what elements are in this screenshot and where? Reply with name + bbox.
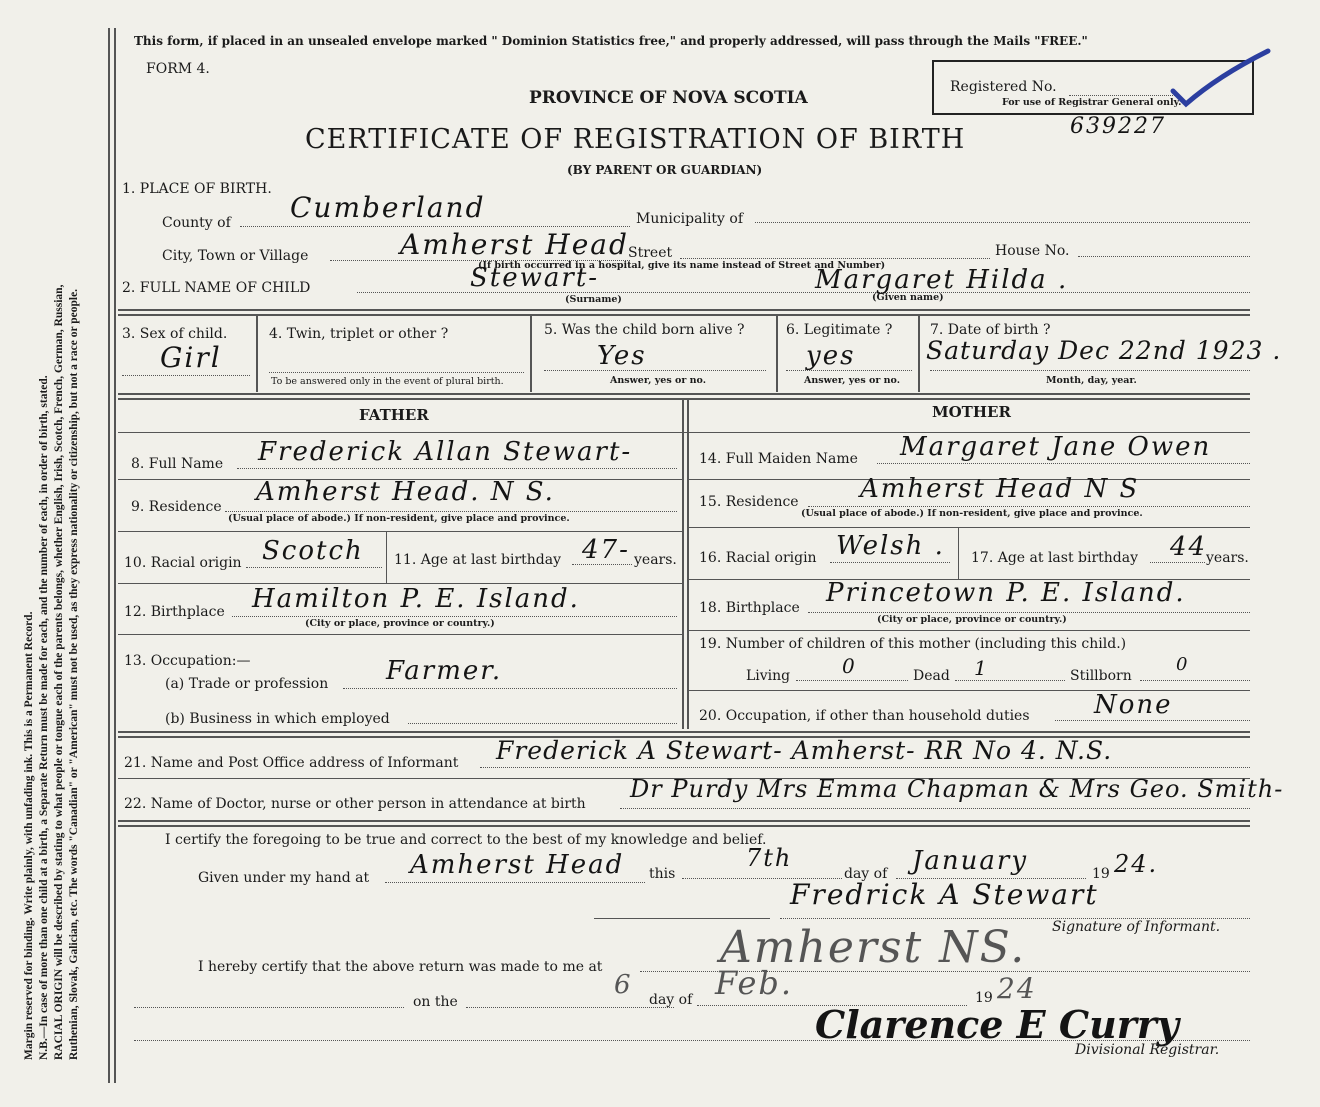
province-heading: PROVINCE OF NOVA SCOTIA bbox=[529, 88, 808, 108]
street-label: Street bbox=[628, 245, 673, 261]
mother-age-line bbox=[1150, 562, 1205, 563]
legitimate-value: yes bbox=[806, 341, 856, 371]
street-line bbox=[680, 258, 990, 259]
living-value: 0 bbox=[842, 654, 857, 678]
mother-age-label: 17. Age at last birthday bbox=[971, 550, 1139, 566]
rule-after-child-name bbox=[118, 309, 1250, 311]
mother-heading: MOTHER bbox=[932, 403, 1011, 421]
living-label: Living bbox=[746, 668, 791, 684]
divider-3-4 bbox=[256, 316, 258, 392]
divider-6-7 bbox=[918, 316, 920, 392]
father-residence-value: Amherst Head. N S. bbox=[256, 477, 555, 507]
father-name-line bbox=[237, 468, 677, 469]
stillborn-label: Stillborn bbox=[1070, 668, 1132, 684]
rule-after-parents bbox=[118, 731, 1250, 733]
sex-value: Girl bbox=[160, 341, 222, 374]
registrar-lead-line bbox=[134, 1007, 404, 1008]
city-value: Amherst Head bbox=[400, 228, 629, 261]
legitimate-label: 6. Legitimate ? bbox=[786, 322, 893, 338]
registrar-statement: I hereby certify that the above return was made to me at bbox=[198, 959, 603, 975]
informant-value: Frederick A Stewart- Amherst- RR No 4. N.S. bbox=[496, 736, 1113, 765]
father-trade-line bbox=[343, 688, 677, 689]
mother-birthplace-value: Princetown P. E. Island. bbox=[826, 578, 1186, 608]
municipality-line bbox=[755, 222, 1250, 223]
child-name-label: 2. FULL NAME OF CHILD bbox=[122, 280, 311, 296]
mother-row-rule bbox=[688, 630, 1250, 631]
father-row-rule bbox=[118, 531, 682, 532]
informant-line bbox=[480, 767, 1250, 768]
father-residence-label: 9. Residence bbox=[131, 499, 222, 515]
surname-caption: (Surname) bbox=[565, 294, 622, 305]
registrar-day-line bbox=[466, 1007, 674, 1008]
father-age-value: 47- bbox=[582, 535, 630, 565]
registrar-year-suffix: 24 bbox=[997, 972, 1037, 1005]
father-racial-value: Scotch bbox=[262, 536, 364, 566]
father-row-rule bbox=[118, 634, 682, 635]
mother-residence-label: 15. Residence bbox=[699, 494, 799, 510]
mother-birthplace-line bbox=[808, 612, 1250, 613]
parent-column-divider bbox=[682, 399, 684, 729]
certificate-title: CERTIFICATE OF REGISTRATION OF BIRTH bbox=[305, 124, 966, 155]
margin-note-line: Ruthenian, Slovak, Galician, etc. The words "Canadian" or "American" must not be used, as they express nationality or citizenship, but not a race or people. bbox=[68, 288, 80, 1060]
registrar-note: For use of Registrar General only. bbox=[1002, 97, 1182, 108]
father-racial-divider bbox=[386, 531, 387, 583]
on-the-label: on the bbox=[413, 994, 458, 1010]
mother-racial-label: 16. Racial origin bbox=[699, 550, 817, 566]
attendant-label: 22. Name of Doctor, nurse or other person in attendance at birth bbox=[124, 796, 586, 812]
living-line bbox=[796, 680, 908, 681]
father-birthplace-note: (City or place, province or country.) bbox=[305, 618, 495, 629]
mother-residence-note: (Usual place of abode.) If non-resident, give place and province. bbox=[801, 508, 1143, 519]
registrar-day-of-label: day of bbox=[649, 992, 693, 1008]
rule-after-attendant-2 bbox=[118, 825, 1250, 827]
given-caption: (Given name) bbox=[872, 292, 944, 303]
stillborn-value: 0 bbox=[1176, 654, 1190, 675]
mother-name-line bbox=[877, 463, 1250, 464]
signature-rule bbox=[594, 918, 770, 919]
mother-birthplace-label: 18. Birthplace bbox=[699, 600, 800, 616]
father-name-label: 8. Full Name bbox=[131, 456, 224, 472]
registered-label: Registered No. bbox=[950, 79, 1057, 95]
month-value: January bbox=[912, 846, 1029, 876]
father-trade-value: Farmer. bbox=[386, 656, 503, 686]
sex-line bbox=[122, 375, 250, 376]
father-age-suffix: years. bbox=[634, 552, 677, 568]
twin-line bbox=[269, 372, 524, 373]
rule-after-attendant bbox=[118, 820, 1250, 822]
mother-racial-line bbox=[830, 562, 950, 563]
dead-line bbox=[955, 680, 1065, 681]
informant-caption: Signature of Informant. bbox=[1052, 919, 1221, 935]
mother-residence-value: Amherst Head N S bbox=[860, 474, 1140, 504]
registration-number: 639227 bbox=[1070, 114, 1166, 139]
father-age-label: 11. Age at last birthday bbox=[394, 552, 562, 568]
hospital-note: (If birth occurred in a hospital, give its name instead of Street and Number) bbox=[478, 260, 886, 271]
registrar-month-value: Feb. bbox=[715, 964, 794, 1002]
registrar-place-value: Amherst NS. bbox=[720, 922, 1027, 973]
mother-name-value: Margaret Jane Owen bbox=[900, 432, 1212, 462]
mother-occupation-value: None bbox=[1094, 690, 1173, 720]
certify-statement: I certify the foregoing to be true and correct to the best of my knowledge and belief. bbox=[165, 832, 767, 848]
mother-age-suffix: years. bbox=[1206, 550, 1249, 566]
mother-row-rule bbox=[688, 527, 1250, 528]
house-label: House No. bbox=[995, 243, 1070, 259]
dob-note: Month, day, year. bbox=[1046, 375, 1137, 386]
margin-rule-outer bbox=[108, 28, 110, 1083]
dead-label: Dead bbox=[913, 668, 950, 684]
father-trade-label: (a) Trade or profession bbox=[165, 676, 329, 692]
rule-after-child-details-2 bbox=[118, 398, 1250, 400]
mail-notice: This form, if placed in an unsealed envelope marked " Dominion Statistics free," and properly addressed, will pass through the Mails "FREE." bbox=[134, 34, 1088, 48]
dob-value: Saturday Dec 22nd 1923 . bbox=[926, 336, 1282, 365]
father-occupation-label: 13. Occupation:— bbox=[124, 653, 251, 669]
form-number: FORM 4. bbox=[146, 61, 210, 77]
day-of-label: day of bbox=[844, 866, 888, 882]
child-surname-value: Stewart- bbox=[470, 263, 600, 293]
mother-birthplace-note: (City or place, province or country.) bbox=[877, 614, 1067, 625]
county-value: Cumberland bbox=[290, 191, 486, 224]
mother-racial-value: Welsh . bbox=[836, 531, 945, 561]
county-label: County of bbox=[162, 215, 231, 231]
sex-label: 3. Sex of child. bbox=[122, 326, 228, 342]
municipality-label: Municipality of bbox=[636, 211, 744, 227]
place-of-birth-label: 1. PLACE OF BIRTH. bbox=[122, 181, 272, 197]
father-birthplace-value: Hamilton P. E. Island. bbox=[252, 584, 580, 614]
year-prefix: 19 bbox=[1092, 866, 1110, 882]
registrar-signature: Clarence E Curry bbox=[815, 1002, 1179, 1047]
divider-4-5 bbox=[530, 316, 532, 392]
father-name-value: Frederick Allan Stewart- bbox=[258, 437, 633, 467]
mother-occupation-line bbox=[1055, 720, 1250, 721]
year-suffix: 24. bbox=[1114, 850, 1159, 878]
alive-value: Yes bbox=[597, 341, 647, 371]
rule-after-child-name-2 bbox=[118, 314, 1250, 316]
margin-note-line: N.B.—In case of more than one child at a birth, a Separate Return must be made for each, and the number of each, in order of birth, stated. bbox=[38, 375, 50, 1060]
registrar-day-value: 6 bbox=[614, 970, 633, 1000]
mother-name-label: 14. Full Maiden Name bbox=[699, 451, 858, 467]
county-line bbox=[240, 226, 630, 227]
given-place-value: Amherst Head bbox=[410, 850, 625, 880]
margin-note-line: Margin reserved for binding. Write plainly, with unfading ink. This is a Permanent Record. bbox=[23, 611, 35, 1060]
alive-label: 5. Was the child born alive ? bbox=[544, 322, 745, 338]
parent-column-divider-2 bbox=[687, 399, 689, 729]
attendant-value: Dr Purdy Mrs Emma Chapman & Mrs Geo. Smith- bbox=[630, 775, 1284, 803]
registrar-year-prefix: 19 bbox=[975, 990, 993, 1006]
day-value: 7th bbox=[746, 844, 793, 872]
mother-residence-line bbox=[808, 506, 1250, 507]
house-line bbox=[1078, 256, 1250, 257]
father-business-label: (b) Business in which employed bbox=[165, 711, 390, 727]
father-business-line bbox=[408, 723, 677, 724]
father-residence-line bbox=[225, 511, 677, 512]
attendant-line bbox=[620, 808, 1250, 809]
divider-5-6 bbox=[776, 316, 778, 392]
mother-age-value: 44 bbox=[1170, 532, 1208, 562]
legitimate-note: Answer, yes or no. bbox=[804, 375, 901, 386]
twin-label: 4. Twin, triplet or other ? bbox=[269, 326, 449, 342]
rule-after-child-details bbox=[118, 393, 1250, 395]
stillborn-line bbox=[1140, 680, 1250, 681]
father-birthplace-label: 12. Birthplace bbox=[124, 604, 225, 620]
mother-racial-divider bbox=[958, 527, 959, 579]
registrar-caption: Divisional Registrar. bbox=[1075, 1042, 1220, 1058]
registered-dots bbox=[1069, 95, 1179, 96]
alive-note: Answer, yes or no. bbox=[610, 375, 707, 386]
mother-children-label: 19. Number of children of this mother (including this child.) bbox=[699, 636, 1127, 652]
dob-label: 7. Date of birth ? bbox=[930, 322, 1051, 338]
alive-line bbox=[544, 370, 766, 371]
father-heading: FATHER bbox=[359, 406, 429, 424]
dead-value: 1 bbox=[974, 656, 989, 680]
margin-notes bbox=[22, 10, 82, 1060]
dob-line bbox=[930, 370, 1250, 371]
certificate-subtitle: (BY PARENT OR GUARDIAN) bbox=[567, 163, 763, 177]
informant-label: 21. Name and Post Office address of Informant bbox=[124, 755, 459, 771]
twin-note: To be answered only in the event of plural birth. bbox=[271, 376, 504, 387]
father-racial-label: 10. Racial origin bbox=[124, 555, 242, 571]
father-racial-line bbox=[246, 567, 382, 568]
mother-occupation-label: 20. Occupation, if other than household duties bbox=[699, 708, 1030, 724]
this-label: this bbox=[649, 866, 676, 882]
child-given-value: Margaret Hilda . bbox=[815, 265, 1069, 295]
margin-rule-inner bbox=[114, 28, 116, 1083]
father-residence-note: (Usual place of abode.) If non-resident, give place and province. bbox=[228, 513, 570, 524]
check-mark-icon bbox=[1168, 46, 1278, 116]
father-birthplace-line bbox=[232, 616, 677, 617]
informant-signature: Fredrick A Stewart bbox=[790, 878, 1099, 911]
city-label: City, Town or Village bbox=[162, 248, 309, 264]
given-place-line bbox=[385, 882, 645, 883]
margin-note-line: RACIAL ORIGIN will be described by stating to what people or tongue each of the parents belongs, whether English, Irish, Scotch, French, German, Russian, bbox=[53, 284, 65, 1060]
given-label: Given under my hand at bbox=[198, 870, 370, 886]
